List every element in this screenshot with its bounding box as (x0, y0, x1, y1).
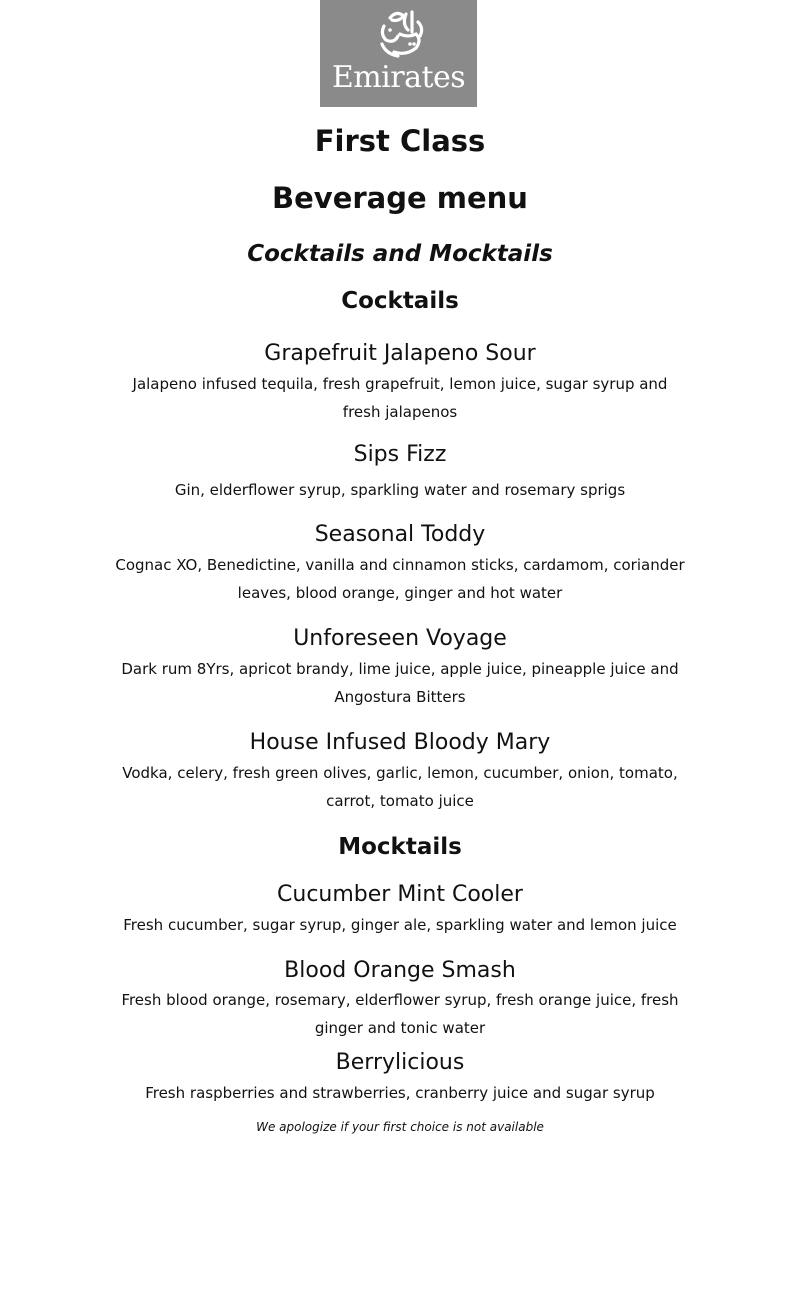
menu-item-name: Grapefruit Jalapeno Sour (264, 341, 536, 366)
menu-title: Beverage menu (272, 181, 528, 215)
menu-item-description: carrot, tomato juice (326, 792, 474, 810)
availability-note: We apologize if your first choice is not available (256, 1120, 544, 1134)
class-title: First Class (314, 124, 486, 158)
menu-item-description: Fresh raspberries and strawberries, cranberry juice and sugar syrup (145, 1084, 655, 1102)
menu-item-description: Jalapeno infused tequila, fresh grapefruit, lemon juice, sugar syrup and (132, 375, 668, 393)
mocktails-heading: Mocktails (338, 834, 462, 860)
menu-item-name: Unforeseen Voyage (293, 626, 507, 651)
menu-item-description: Vodka, celery, fresh green olives, garlic, lemon, cucumber, onion, tomato, (122, 764, 678, 782)
menu-item-name: Blood Orange Smash (284, 958, 516, 983)
menu-item-description: ginger and tonic water (314, 1019, 486, 1037)
cocktails-heading: Cocktails (341, 288, 459, 314)
menu-item-name: Cucumber Mint Cooler (277, 882, 523, 907)
menu-item-description: Gin, elderflower syrup, sparkling water and rosemary sprigs (174, 481, 626, 499)
menu-item-description: fresh jalapenos (342, 403, 458, 421)
menu-item-description: Angostura Bitters (334, 688, 466, 706)
menu-item-description: Dark rum 8Yrs, apricot brandy, lime juice, apple juice, pineapple juice and (121, 660, 679, 678)
logo-wordmark: Emirates (331, 60, 466, 95)
menu-item-description: leaves, blood orange, ginger and hot water (237, 584, 563, 602)
menu-item-description: Cognac XO, Benedictine, vanilla and cinnamon sticks, cardamom, coriander (115, 556, 685, 574)
menu-item-description: Fresh cucumber, sugar syrup, ginger ale, sparkling water and lemon juice (123, 916, 677, 934)
emirates-calligraphy-icon (320, 4, 477, 62)
menu-item-description: Fresh blood orange, rosemary, elderflower syrup, fresh orange juice, fresh (121, 991, 679, 1009)
category-title: Cocktails and Mocktails (247, 241, 553, 267)
menu-item-name: Seasonal Toddy (314, 522, 486, 547)
menu-item-name: Sips Fizz (353, 442, 447, 467)
menu-item-name: House Infused Bloody Mary (249, 730, 551, 755)
emirates-logo (320, 0, 477, 107)
menu-item-name: Berrylicious (335, 1050, 465, 1075)
